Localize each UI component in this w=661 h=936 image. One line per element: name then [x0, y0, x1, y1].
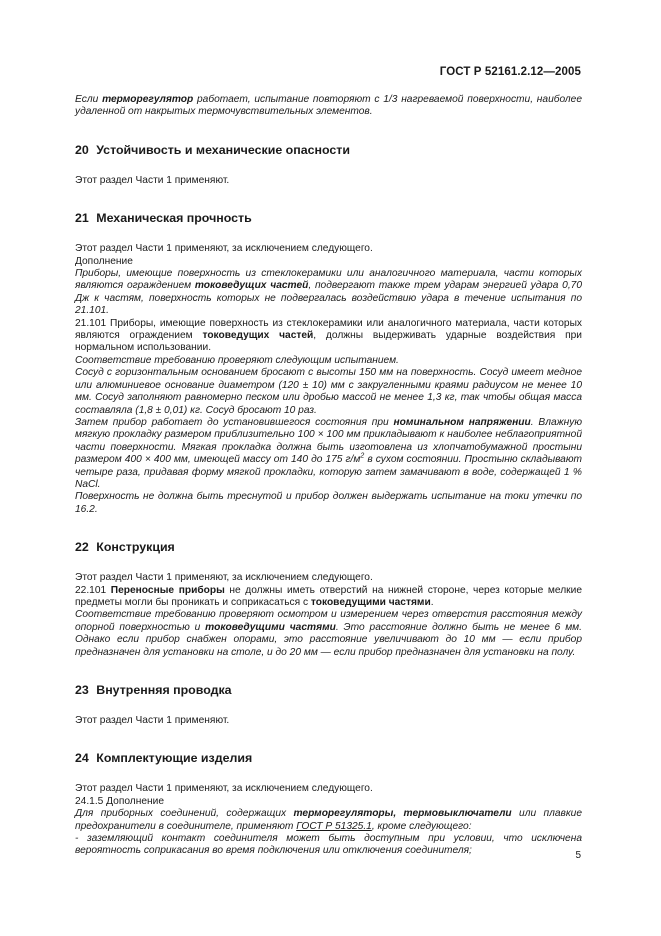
section-21-clause-101: 21.101 Приборы, имеющие поверхность из стеклокерамики или аналогичного материала, части которых являются ограждением токоведущих частей, должны выдерживать ударные воздействия при нормальном использовании.: [75, 317, 582, 354]
section-21-text-5: Соответствие требованию проверяют следующим испытанием.: [75, 354, 399, 366]
intro-paragraph: Если терморегулятор работает, испытание повторяют с 1/3 нагреваемой поверхности, наиболее удаленной от накрытых термочувствительных элементов.: [75, 94, 582, 118]
section-20-text: Этот раздел Части 1 применяют.: [75, 174, 230, 186]
section-24-text-3: Для приборных соединений, содержащих терморегуляторы, термовыключатели или плавкие предохранители в соединителе, применяют ГОСТ Р 51325.1, кроме следующего:: [75, 808, 582, 832]
section-24-heading: 24 Комплектующие изделия: [75, 751, 253, 766]
section-22-text-1: Этот раздел Части 1 применяют, за исключением следующего.: [75, 572, 373, 584]
section-21-text-2: Дополнение: [75, 255, 133, 267]
section-22-text-3: Соответствие требованию проверяют осмотром и измерением через отверстия расстояния между опорной поверхностью и токоведущими частями. Это расстояние должно быть не менее 6 мм. Однако если прибор снабжен опорами, это расстояние увеличивают до 10 мм — если прибор предназначен для установки на столе, и до 20 мм — если прибор предназначен для установки на полу.: [75, 609, 582, 658]
section-24-text-2: 24.1.5 Дополнение: [75, 795, 165, 807]
section-21-text-1: Этот раздел Части 1 применяют, за исключением следующего.: [75, 243, 373, 255]
page-number: 5: [575, 850, 581, 861]
page-content: [75, 94, 582, 858]
section-21-text-7: Затем прибор работает до установившегося состояния при номинальном напряжении. Влажную мягкую прокладку размером приблизительно 100 × 100 мм прикладывают к наиболее неблагоприятной части поверхности. Мягкая прокладка должна быть изготовлена из хлопчатобумажной простыни размером 400 × 400 мм, имеющей массу от 140 до 175 $г/м^2$ в сухом состоянии. Простыню складывают четыре раза, придавая форму мягкой прокладки, которую затем замачивают в воде, содержащей 1 % NaCl.: [75, 416, 582, 490]
section-24-text-4: - заземляющий контакт соединителя может быть доступным при условии, что исключена вероятность соприкасания во время подключения или отключения соединителя;: [75, 833, 582, 857]
section-20-heading: 20 Устойчивость и механические опасности: [75, 142, 350, 157]
section-21-text-3: Приборы, имеющие поверхность из стеклокерамики или аналогичного материала, части которых являются ограждением токоведущих частей, подвергают также трем ударам энергией удара 0,70 Дж к частям, поверхность которых не подвергалась воздействию удара в течение испытания по 21.101.: [75, 268, 582, 317]
section-21-text-6: Сосуд с горизонтальным основанием бросают с высоты 150 мм на поверхность. Сосуд имеет медное или алюминиевое основание диаметром (120 ± 10) мм с закругленными краями радиусом не менее 10 мм. Сосуд заполняют равномерно песком или дробью массой не менее 1,3 кг, так чтобы общая масса составляла (1,8 ± 0,01) кг. Сосуд бросают 10 раз.: [75, 367, 582, 416]
section-21-heading: 21 Механическая прочность: [75, 211, 252, 226]
standard-reference-link[interactable]: ГОСТ Р 51325.1: [296, 820, 372, 832]
section-21-text-8: Поверхность не должна быть треснутой и прибор должен выдержать испытание на токи утечки по 16.2.: [75, 491, 582, 515]
section-24-text-1: Этот раздел Части 1 применяют, за исключением следующего.: [75, 783, 373, 795]
section-22-clause-101: 22.101 Переносные приборы не должны иметь отверстий на нижней стороне, через которые мелкие предметы могли бы проникать и соприкасаться с токоведущими частями.: [75, 584, 583, 608]
document-code: ГОСТ Р 52161.2.12—2005: [439, 66, 581, 78]
section-22-heading: 22 Конструкция: [75, 540, 175, 555]
section-23-heading: 23 Внутренняя проводка: [75, 683, 232, 697]
section-23-text: Этот раздел Части 1 применяют.: [75, 715, 230, 726]
